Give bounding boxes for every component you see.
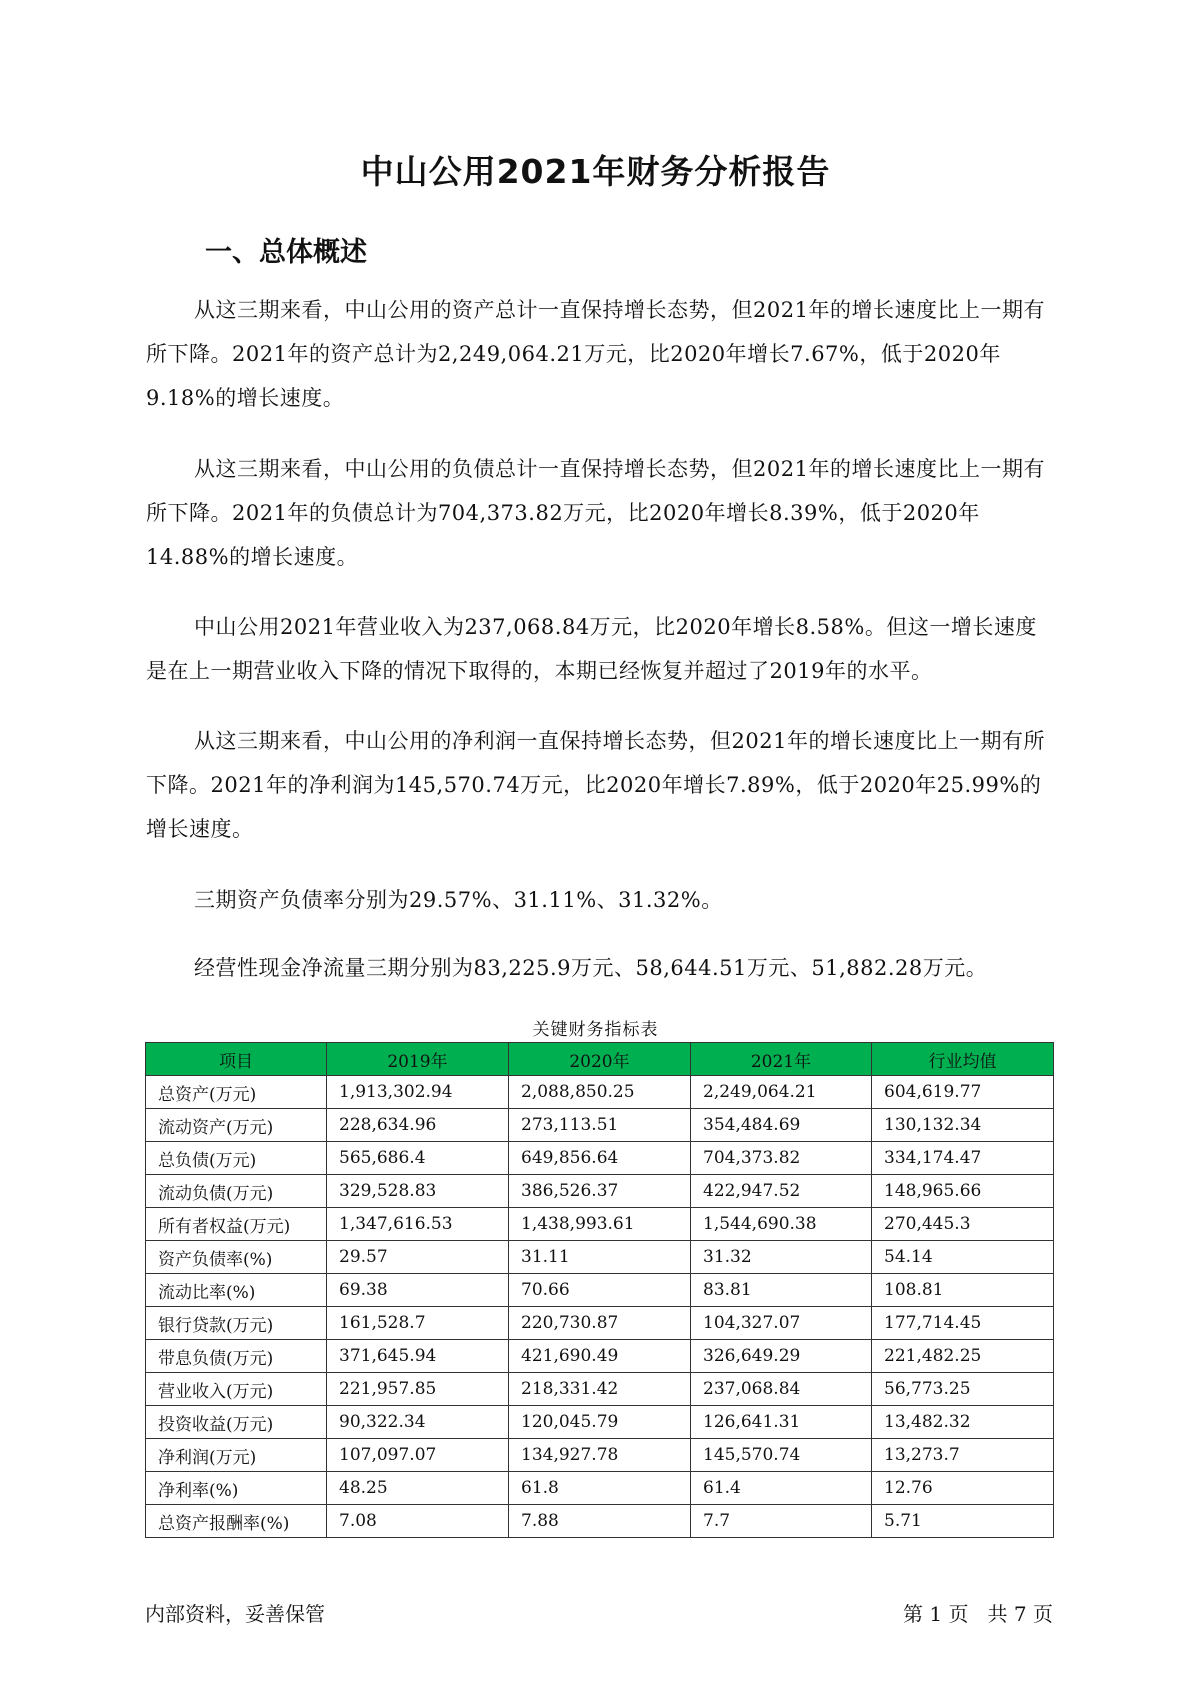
- cell-2019: 565,686.4: [327, 1142, 509, 1175]
- cell-item: 净利润(万元): [146, 1439, 327, 1472]
- cell-industry-average: 5.71: [872, 1505, 1054, 1538]
- cell-2021: 61.4: [691, 1472, 872, 1505]
- table-row: [146, 1109, 1054, 1142]
- cell-item: 流动比率(%): [146, 1274, 327, 1307]
- cell-item: 流动资产(万元): [146, 1109, 327, 1142]
- table-body: [146, 1076, 1054, 1538]
- table-row: [146, 1142, 1054, 1175]
- cell-2021: 422,947.52: [691, 1175, 872, 1208]
- cell-2021: 326,649.29: [691, 1340, 872, 1373]
- cell-2021: 7.7: [691, 1505, 872, 1538]
- paragraph-net-profit: 从这三期来看，中山公用的净利润一直保持增长态势，但2021年的增长速度比上一期有所下降。2021年的净利润为145,570.74万元，比2020年增长7.89%，低于2020年25.99%的增长速度。: [146, 729, 1045, 841]
- cell-2020: 7.88: [509, 1505, 691, 1538]
- table-row: [146, 1208, 1054, 1241]
- cell-2021: 237,068.84: [691, 1373, 872, 1406]
- cell-industry-average: 13,273.7: [872, 1439, 1054, 1472]
- table-row: [146, 1373, 1054, 1406]
- table-row: [146, 1505, 1054, 1538]
- cell-industry-average: 177,714.45: [872, 1307, 1054, 1340]
- cell-2021: 704,373.82: [691, 1142, 872, 1175]
- paragraph-debt-ratio: 三期资产负债率分别为29.57%、31.11%、31.32%。: [194, 888, 723, 912]
- paragraph-cash-flow: 经营性现金净流量三期分别为83,225.9万元、58,644.51万元、51,882.28万元。: [194, 956, 988, 980]
- cell-2019: 161,528.7: [327, 1307, 509, 1340]
- cell-2019: 107,097.07: [327, 1439, 509, 1472]
- cell-2019: 69.38: [327, 1274, 509, 1307]
- page-title: 中山公用2021年财务分析报告: [360, 152, 831, 191]
- cell-2021: 145,570.74: [691, 1439, 872, 1472]
- cell-2019: 228,634.96: [327, 1109, 509, 1142]
- paragraph-liabilities: 从这三期来看，中山公用的负债总计一直保持增长态势，但2021年的增长速度比上一期有所下降。2021年的负债总计为704,373.82万元，比2020年增长8.39%，低于2020年14.88%的增长速度。: [146, 457, 1045, 569]
- footer-page-number: 第 1 页 共 7 页: [903, 1602, 1053, 1626]
- table-row: [146, 1340, 1054, 1373]
- cell-industry-average: 12.76: [872, 1472, 1054, 1505]
- cell-industry-average: 270,445.3: [872, 1208, 1054, 1241]
- cell-2020: 120,045.79: [509, 1406, 691, 1439]
- cell-2021: 354,484.69: [691, 1109, 872, 1142]
- footer-confidential-note: 内部资料，妥善保管: [145, 1602, 325, 1626]
- cell-2020: 220,730.87: [509, 1307, 691, 1340]
- cell-2021: 126,641.31: [691, 1406, 872, 1439]
- cell-item: 流动负债(万元): [146, 1175, 327, 1208]
- cell-item: 总资产报酬率(%): [146, 1505, 327, 1538]
- table-row: [146, 1076, 1054, 1109]
- cell-2019: 7.08: [327, 1505, 509, 1538]
- cell-item: 总资产(万元): [146, 1076, 327, 1109]
- cell-item: 投资收益(万元): [146, 1406, 327, 1439]
- cell-2019: 329,528.83: [327, 1175, 509, 1208]
- table-row: [146, 1175, 1054, 1208]
- cell-2019: 1,347,616.53: [327, 1208, 509, 1241]
- header-2020: 2020年: [509, 1043, 691, 1076]
- table-row: [146, 1241, 1054, 1274]
- cell-2020: 134,927.78: [509, 1439, 691, 1472]
- cell-2019: 1,913,302.94: [327, 1076, 509, 1109]
- cell-2020: 61.8: [509, 1472, 691, 1505]
- cell-2020: 1,438,993.61: [509, 1208, 691, 1241]
- cell-industry-average: 130,132.34: [872, 1109, 1054, 1142]
- table-header-row: [146, 1043, 1054, 1076]
- table-row: [146, 1439, 1054, 1472]
- header-item: 项目: [146, 1043, 327, 1076]
- cell-2021: 2,249,064.21: [691, 1076, 872, 1109]
- cell-industry-average: 604,619.77: [872, 1076, 1054, 1109]
- cell-2021: 104,327.07: [691, 1307, 872, 1340]
- table-row: [146, 1274, 1054, 1307]
- cell-item: 净利率(%): [146, 1472, 327, 1505]
- cell-industry-average: 148,965.66: [872, 1175, 1054, 1208]
- cell-industry-average: 108.81: [872, 1274, 1054, 1307]
- cell-2020: 386,526.37: [509, 1175, 691, 1208]
- paragraph-assets: 从这三期来看，中山公用的资产总计一直保持增长态势，但2021年的增长速度比上一期有所下降。2021年的资产总计为2,249,064.21万元，比2020年增长7.67%，低于2020年9.18%的增长速度。: [146, 298, 1045, 410]
- cell-2020: 31.11: [509, 1241, 691, 1274]
- cell-2020: 70.66: [509, 1274, 691, 1307]
- cell-item: 营业收入(万元): [146, 1373, 327, 1406]
- section-heading: 一、总体概述: [205, 237, 367, 268]
- cell-2020: 649,856.64: [509, 1142, 691, 1175]
- cell-item: 带息负债(万元): [146, 1340, 327, 1373]
- cell-2021: 31.32: [691, 1241, 872, 1274]
- table-row: [146, 1406, 1054, 1439]
- table-caption: 关键财务指标表: [532, 1020, 659, 1040]
- cell-2020: 218,331.42: [509, 1373, 691, 1406]
- key-financial-indicators-table: [145, 1042, 1054, 1538]
- header-2019: 2019年: [327, 1043, 509, 1076]
- cell-industry-average: 56,773.25: [872, 1373, 1054, 1406]
- table-row: [146, 1472, 1054, 1505]
- cell-2019: 371,645.94: [327, 1340, 509, 1373]
- cell-2019: 90,322.34: [327, 1406, 509, 1439]
- cell-industry-average: 54.14: [872, 1241, 1054, 1274]
- cell-industry-average: 13,482.32: [872, 1406, 1054, 1439]
- cell-item: 资产负债率(%): [146, 1241, 327, 1274]
- cell-2021: 83.81: [691, 1274, 872, 1307]
- cell-item: 银行贷款(万元): [146, 1307, 327, 1340]
- cell-2020: 421,690.49: [509, 1340, 691, 1373]
- paragraph-revenue: 中山公用2021年营业收入为237,068.84万元，比2020年增长8.58%。但这一增长速度是在上一期营业收入下降的情况下取得的，本期已经恢复并超过了2019年的水平。: [146, 615, 1037, 683]
- cell-industry-average: 334,174.47: [872, 1142, 1054, 1175]
- cell-item: 总负债(万元): [146, 1142, 327, 1175]
- cell-2020: 2,088,850.25: [509, 1076, 691, 1109]
- header-industry-average: 行业均值: [872, 1043, 1054, 1076]
- cell-2019: 29.57: [327, 1241, 509, 1274]
- cell-item: 所有者权益(万元): [146, 1208, 327, 1241]
- cell-2020: 273,113.51: [509, 1109, 691, 1142]
- header-2021: 2021年: [691, 1043, 872, 1076]
- cell-2021: 1,544,690.38: [691, 1208, 872, 1241]
- cell-industry-average: 221,482.25: [872, 1340, 1054, 1373]
- table-row: [146, 1307, 1054, 1340]
- cell-2019: 48.25: [327, 1472, 509, 1505]
- cell-2019: 221,957.85: [327, 1373, 509, 1406]
